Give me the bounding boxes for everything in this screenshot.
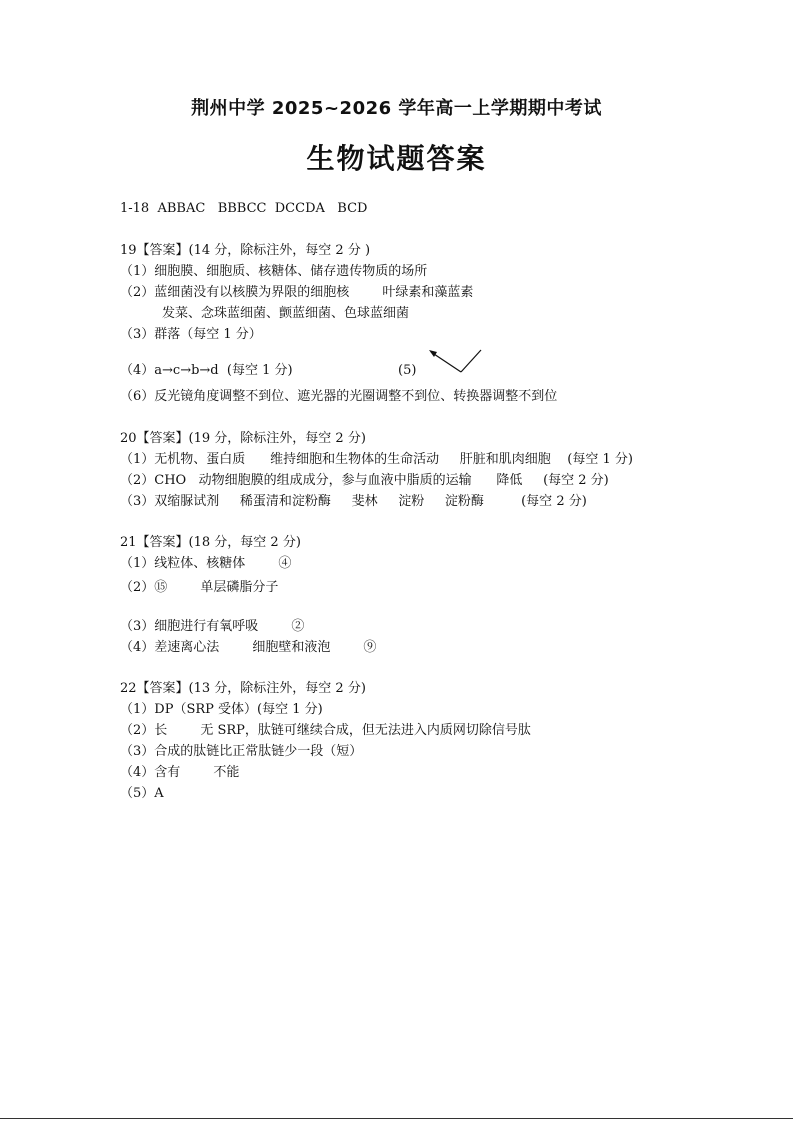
exam-title: 荆州中学 2025~2026 学年高一上学期期中考试 bbox=[191, 98, 602, 119]
q22-heading: 22【答案】(13 分，除标注外，每空 2 分) bbox=[120, 681, 366, 696]
q19-answer-4: （4）a→c→b→d (每空 1 分) bbox=[120, 363, 293, 378]
q21-answer-2: （2）⑮ 单层磷脂分子 bbox=[120, 580, 279, 595]
q19-answer-2: （2）蓝细菌没有以核膜为界限的细胞核 叶绿素和藻蓝素 bbox=[120, 285, 474, 300]
check-arrow-icon bbox=[425, 346, 487, 376]
q19-answer-5-label: (5) bbox=[398, 363, 417, 378]
q20-answer-1: （1）无机物、蛋白质 维持细胞和生物体的生命活动 肝脏和肌肉细胞 (每空 1 分) bbox=[120, 452, 633, 467]
q20-answer-2: （2）CHO 动物细胞膜的组成成分，参与血液中脂质的运输 降低 (每空 2 分) bbox=[120, 473, 609, 488]
q22-answer-3: （3）合成的肽链比正常肽链少一段（短） bbox=[120, 744, 363, 759]
page-title: 生物试题答案 bbox=[306, 142, 487, 175]
q19-answer-2-cont: 发菜、念珠蓝细菌、颤蓝细菌、色球蓝细菌 bbox=[162, 306, 410, 321]
q21-heading: 21【答案】(18 分，每空 2 分) bbox=[120, 535, 301, 550]
q19-answer-6: （6）反光镜角度调整不到位、遮光器的光圈调整不到位、转换器调整不到位 bbox=[120, 389, 558, 404]
q20-answer-3: （3）双缩脲试剂 稀蛋清和淀粉酶 斐林 淀粉 淀粉酶 (每空 2 分) bbox=[120, 494, 587, 509]
q20-heading: 20【答案】(19 分，除标注外，每空 2 分) bbox=[120, 431, 366, 446]
q21-answer-3: （3）细胞进行有氧呼吸 ② bbox=[120, 619, 305, 634]
q21-answer-1: （1）线粒体、核糖体 ④ bbox=[120, 556, 292, 571]
q19-answer-3: （3）群落（每空 1 分） bbox=[120, 327, 262, 342]
q22-answer-1: （1）DP（SRP 受体）(每空 1 分) bbox=[120, 702, 323, 717]
q19-answer-1: （1）细胞膜、细胞质、核糖体、储存遗传物质的场所 bbox=[120, 264, 428, 279]
q21-answer-4: （4）差速离心法 细胞壁和液泡 ⑨ bbox=[120, 640, 377, 655]
q22-answer-5: （5）A bbox=[120, 786, 164, 801]
q19-heading: 19【答案】(14 分，除标注外，每空 2 分 ) bbox=[120, 243, 371, 258]
q22-answer-2: （2）长 无 SRP，肽链可继续合成，但无法进入内质网切除信号肽 bbox=[120, 723, 531, 738]
bottom-divider bbox=[0, 1118, 793, 1119]
multiple-choice-answers: 1-18 ABBAC BBBCC DCCDA BCD bbox=[120, 201, 368, 216]
q22-answer-4: （4）含有 不能 bbox=[120, 765, 240, 780]
